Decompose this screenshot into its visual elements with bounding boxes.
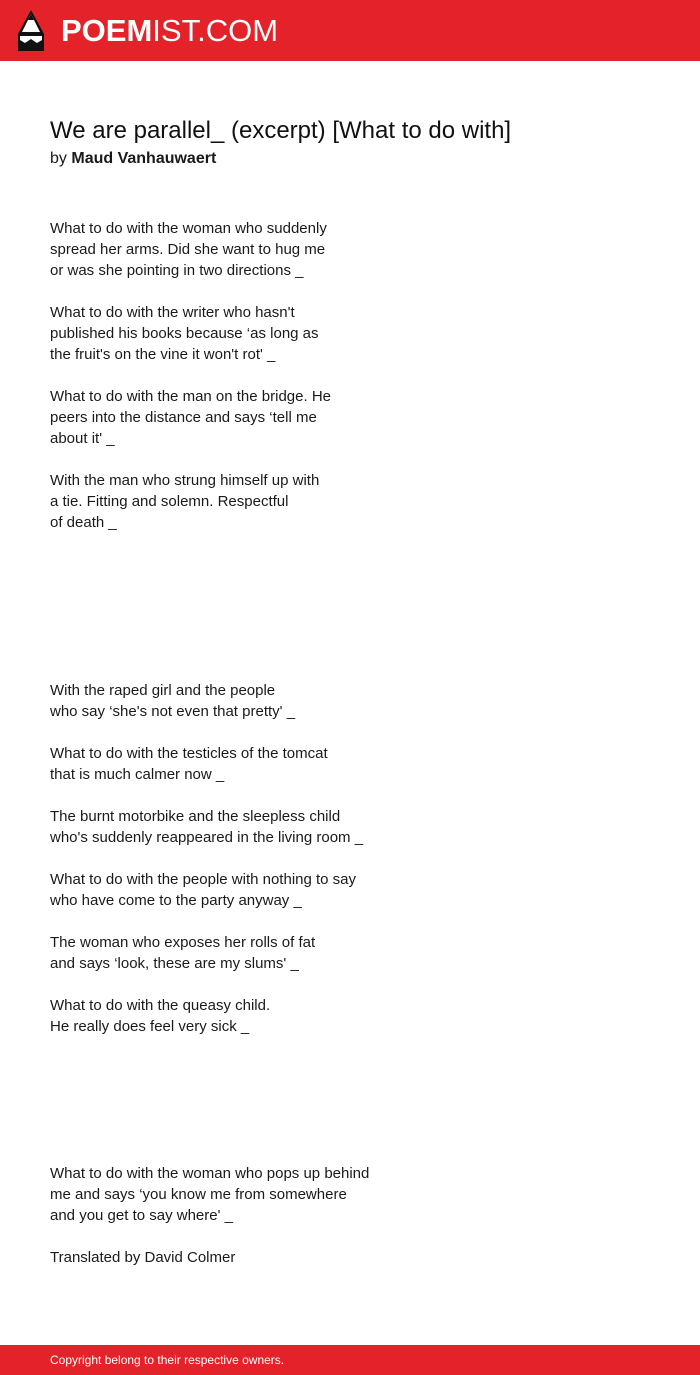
stanza: With the man who strung himself up with a tie. Fitting and solemn. Respectful of death _ [50,472,320,531]
site-header [0,0,700,61]
poem-title: We are parallel_ (excerpt) [What to do with] [50,117,512,144]
stanza: What to do with the man on the bridge. He peers into the distance and says ‘tell me about it' _ [50,388,331,447]
pencil-icon[interactable] [18,10,44,51]
stanza: What to do with the people with nothing to say who have come to the party anyway _ [50,871,357,909]
byline [50,149,216,169]
stanza: What to do with the queasy child. He really does feel very sick _ [50,997,271,1035]
author-name: Maud Vanhauwaert [71,150,217,167]
translator-credit: Translated by David Colmer [50,1249,236,1266]
stanza: What to do with the testicles of the tomcat that is much calmer now _ [50,745,328,783]
stanza: What to do with the woman who suddenly spread her arms. Did she want to hug me or was she pointing in two directions _ [50,220,327,279]
logo-light-text: IST.COM [152,13,279,48]
stanza: The burnt motorbike and the sleepless child who's suddenly reappeared in the living room _ [50,808,364,846]
stanza: The woman who exposes her rolls of fat and says ‘look, these are my slums' _ [50,934,316,972]
copyright-notice: Copyright belong to their respective owners. [50,1353,285,1367]
stanza: What to do with the writer who hasn't published his books because ‘as long as the fruit's on the vine it won't rot' _ [50,304,319,363]
stanza: What to do with the woman who pops up behind me and says ‘you know me from somewhere and you get to say where' _ [50,1165,370,1224]
site-logo[interactable] [61,13,278,49]
site-footer [0,1345,700,1375]
stanza: With the raped girl and the people who say ‘she's not even that pretty' _ [50,682,296,720]
logo-bold-text: POEM [61,13,153,48]
by-label: by [50,150,67,167]
